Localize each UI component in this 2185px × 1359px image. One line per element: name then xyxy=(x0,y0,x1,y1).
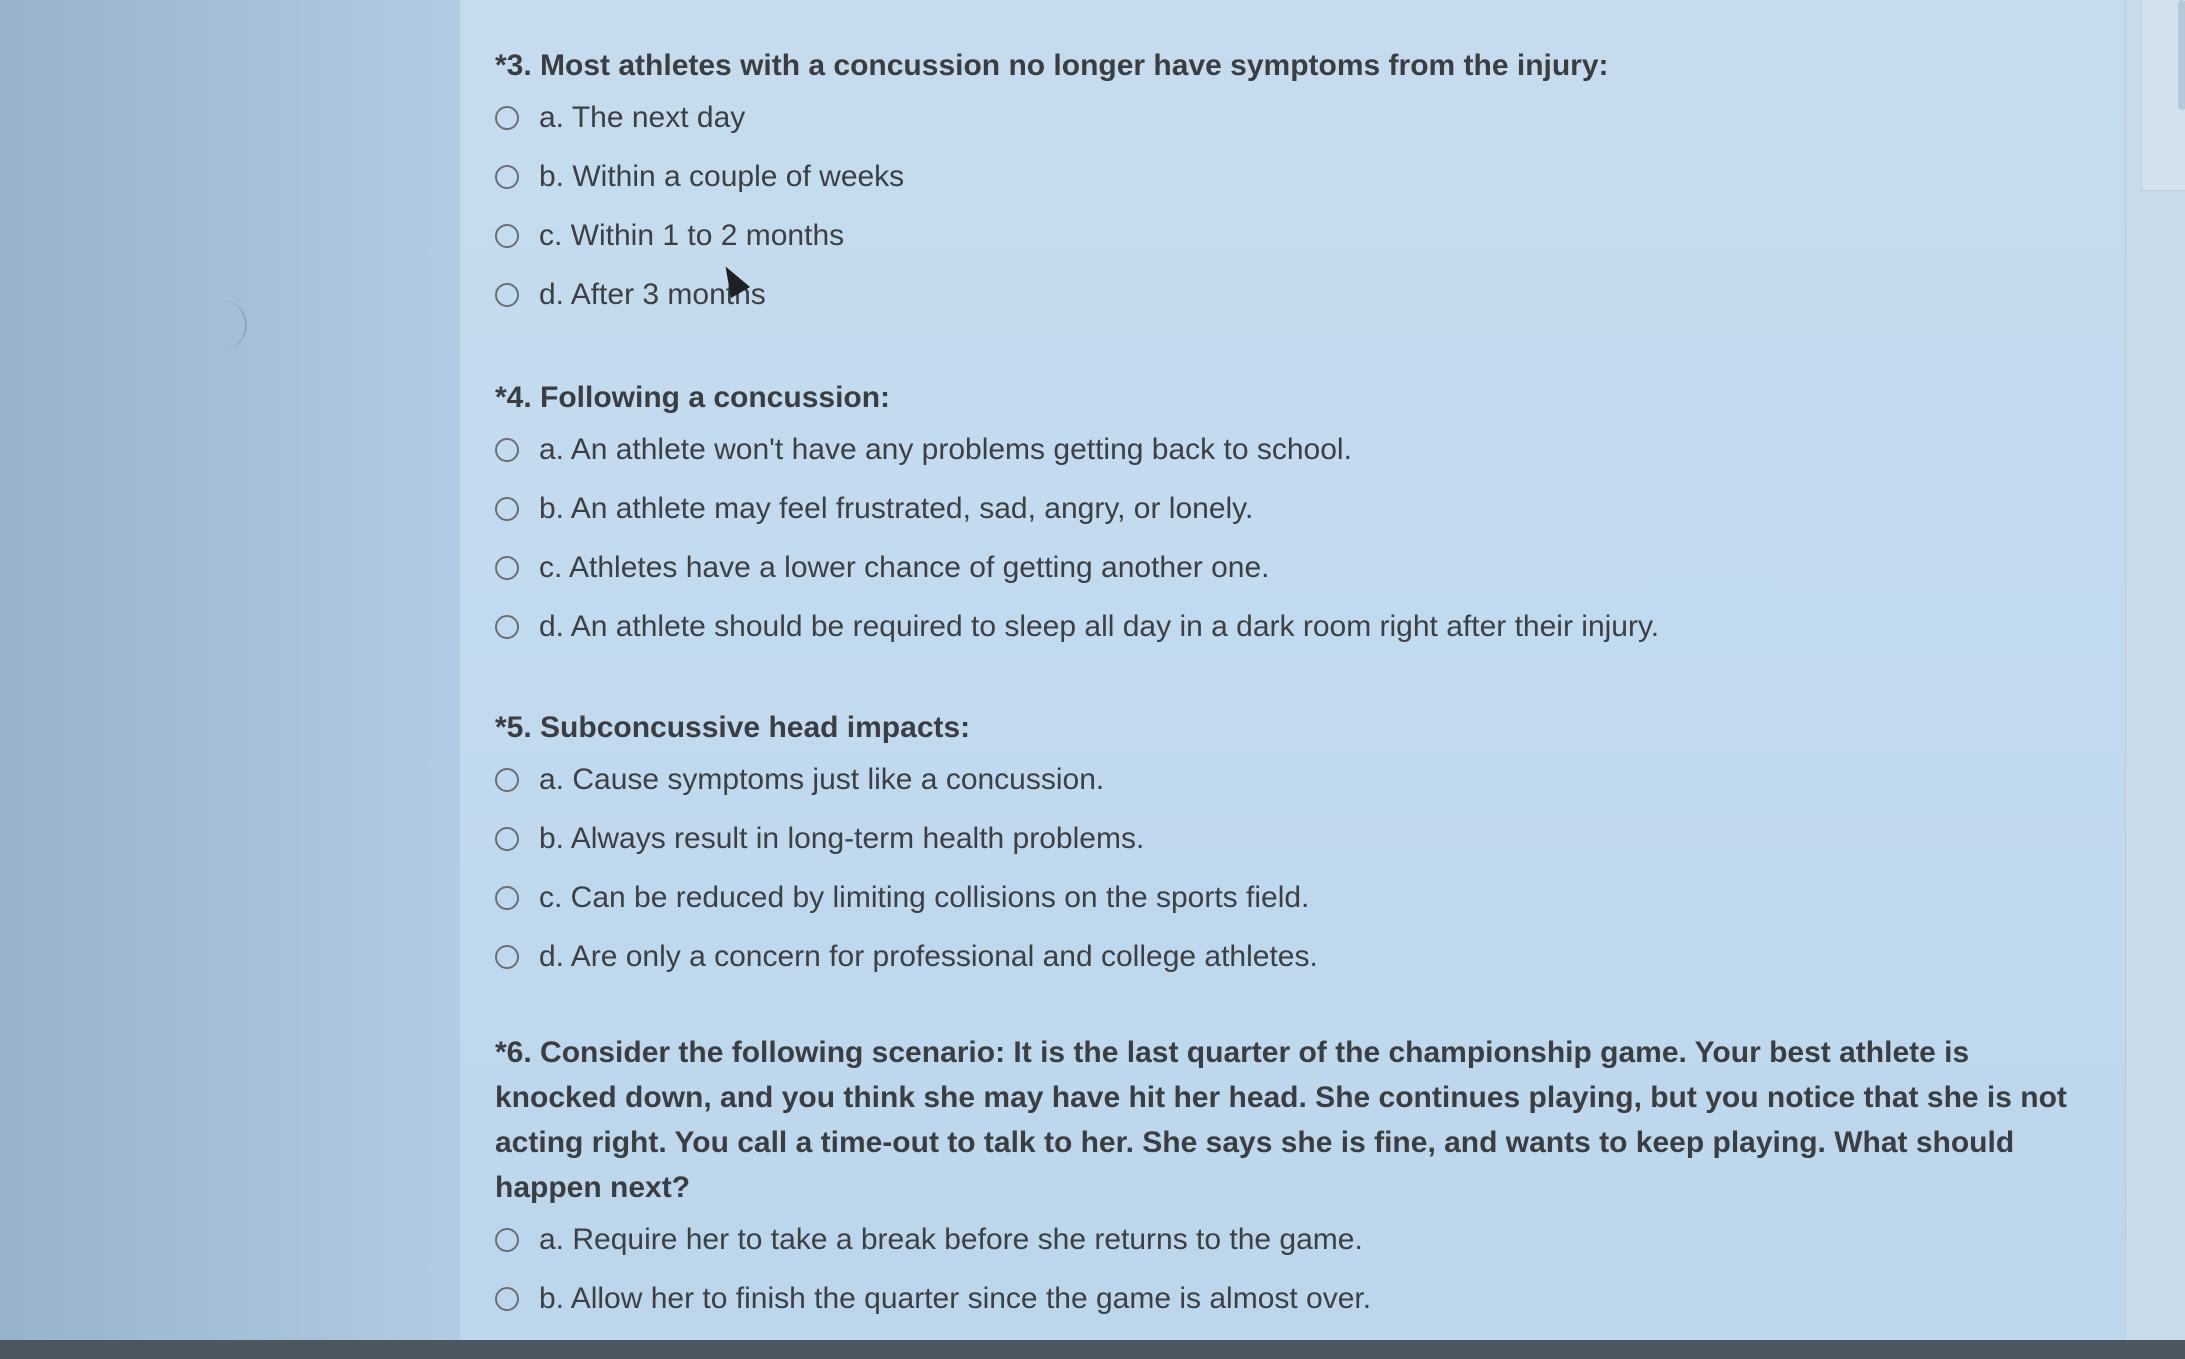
radio-button[interactable] xyxy=(495,224,519,248)
option-3a[interactable] xyxy=(495,88,1609,147)
radio-button[interactable] xyxy=(495,615,519,639)
option-label: a. The next day xyxy=(539,100,746,134)
bottom-taskbar xyxy=(0,1340,2185,1359)
radio-button[interactable] xyxy=(495,106,519,130)
gutter-mark xyxy=(205,300,247,350)
option-5b[interactable] xyxy=(495,809,1318,868)
radio-button[interactable] xyxy=(495,556,519,580)
radio-button[interactable] xyxy=(495,165,519,189)
left-gutter xyxy=(0,0,460,1359)
option-label: b. An athlete may feel frustrated, sad, angry, or lonely. xyxy=(539,491,1254,525)
radio-button[interactable] xyxy=(495,886,519,910)
question-title: *6. Consider the following scenario: It is the last quarter of the championship game. Your best athlete is knocked down, and you think she may have hit her head. She continues playing, but you notice that she is not acting right. You call a time-out to talk to her. She says she is fine, and wants to keep playing. What should happen next? xyxy=(495,1036,2067,1204)
option-5a[interactable] xyxy=(495,750,1318,809)
option-3d[interactable] xyxy=(495,265,1609,324)
option-6a[interactable] xyxy=(495,1210,2095,1269)
radio-button[interactable] xyxy=(495,827,519,851)
option-6b[interactable] xyxy=(495,1269,2095,1328)
question-3 xyxy=(495,43,1609,324)
option-label: d. Are only a concern for professional and college athletes. xyxy=(539,939,1318,973)
radio-button[interactable] xyxy=(495,438,519,462)
option-label: d. An athlete should be required to sleep all day in a dark room right after their injury. xyxy=(539,609,1660,643)
question-title: *5. Subconcussive head impacts: xyxy=(495,711,971,744)
option-label: a. Require her to take a break before she returns to the game. xyxy=(539,1222,1363,1256)
option-label: b. Within a couple of weeks xyxy=(539,159,905,193)
option-label: b. Allow her to finish the quarter since the game is almost over. xyxy=(539,1281,1372,1315)
option-label: d. After 3 months xyxy=(539,277,766,311)
radio-button[interactable] xyxy=(495,283,519,307)
option-label: c. Within 1 to 2 months xyxy=(539,218,845,252)
radio-button[interactable] xyxy=(495,497,519,521)
option-4c[interactable] xyxy=(495,538,1659,597)
option-label: b. Always result in long-term health problems. xyxy=(539,821,1145,855)
option-5c[interactable] xyxy=(495,868,1318,927)
option-label: c. Can be reduced by limiting collisions on the sports field. xyxy=(539,880,1310,914)
question-4 xyxy=(495,375,1659,656)
radio-button[interactable] xyxy=(495,1228,519,1252)
option-label: c. Athletes have a lower chance of getting another one. xyxy=(539,550,1270,584)
option-5d[interactable] xyxy=(495,927,1318,986)
option-4b[interactable] xyxy=(495,479,1659,538)
option-3c[interactable] xyxy=(495,206,1609,265)
question-5 xyxy=(495,705,1318,986)
option-label: a. Cause symptoms just like a concussion. xyxy=(539,762,1105,796)
right-sidebar xyxy=(2125,0,2185,1340)
question-title: *3. Most athletes with a concussion no longer have symptoms from the injury: xyxy=(495,49,1609,82)
scrollbar[interactable] xyxy=(2141,0,2185,191)
question-title: *4. Following a concussion: xyxy=(495,381,891,414)
option-4a[interactable] xyxy=(495,420,1659,479)
radio-button[interactable] xyxy=(495,768,519,792)
radio-button[interactable] xyxy=(495,945,519,969)
radio-button[interactable] xyxy=(495,1287,519,1311)
option-4d[interactable] xyxy=(495,597,1659,656)
option-3b[interactable] xyxy=(495,147,1609,206)
question-6 xyxy=(495,1030,2095,1328)
option-label: a. An athlete won't have any problems getting back to school. xyxy=(539,432,1352,466)
scrollbar-thumb[interactable] xyxy=(2178,0,2185,110)
